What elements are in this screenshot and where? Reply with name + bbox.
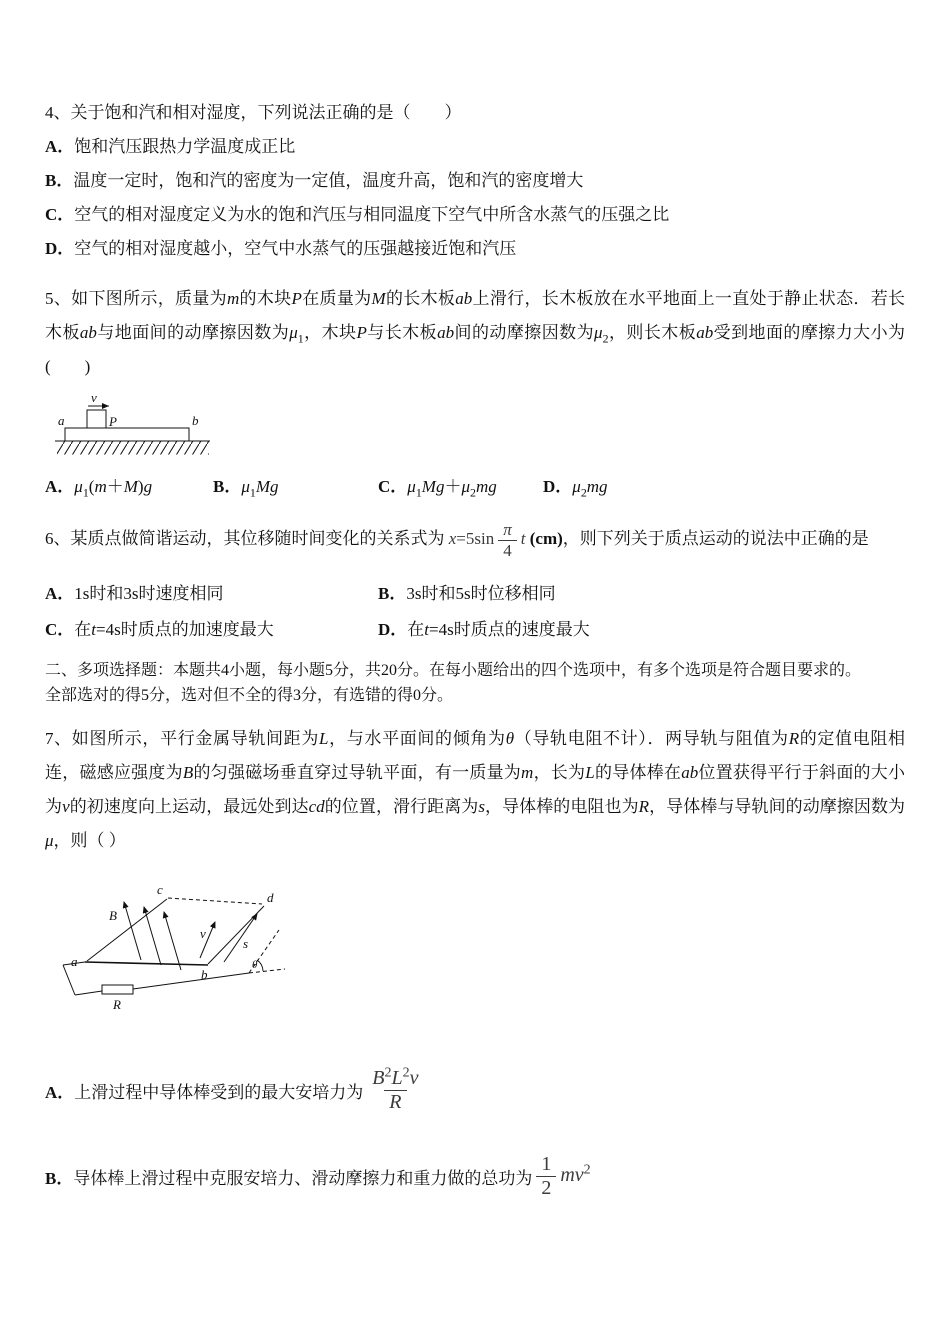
distance-s-arrow	[224, 914, 257, 962]
question-6-stem-unit: (cm)，则下列关于质点运动的说法中正确的是	[529, 528, 869, 548]
figure-label-theta: θ	[252, 959, 258, 972]
question-5-option-b: B．$\mu_1Mg$	[213, 477, 279, 500]
block-p	[87, 410, 106, 428]
question-5-option-d: D．$\mu_2mg$	[543, 477, 608, 500]
rod-cd	[168, 898, 262, 904]
question-6-stem	[45, 520, 905, 560]
section-2-header	[45, 658, 905, 708]
question-5-options	[45, 470, 905, 504]
fraction-one-half: $\frac{1}{2}$	[536, 1153, 556, 1200]
question-4-option-a: A．饱和汽压跟热力学温度成正比	[45, 137, 296, 156]
figure-label-b: b	[192, 413, 199, 428]
figure-label-c: c	[157, 882, 163, 898]
work-expression: $\frac{1}{2}$ $mv^2$	[532, 1153, 590, 1200]
question-7-option-a-text: A．上滑过程中导体棒受到的最大安培力为	[45, 1082, 364, 1102]
b-field-arrow	[164, 912, 181, 970]
question-6-stem-text: 6、某质点做简谐运动，其位移随时间变化的关系式为	[45, 528, 445, 548]
question-7-option-a	[45, 1060, 905, 1120]
rail-left	[87, 899, 167, 961]
figure-label-B: B	[109, 908, 117, 924]
rod-ab	[85, 962, 208, 965]
question-5-stem: 5、如下图所示，质量为m的木块P在质量为M的长木板ab上滑行，长木板放在水平地面上一直处于静止状态．若长木板ab与地面间的动摩擦因数为$\mu_1$，木块P与长木板ab间的动摩擦因数为$\mu_2$，则长木板ab受到地面的摩擦力大小为( )	[45, 289, 906, 376]
question-4-stem: 4、关于饱和汽和相对湿度，下列说法正确的是（ ）	[45, 103, 462, 122]
fraction-pi-over-4: $\frac{\pi}{4}$	[498, 520, 517, 560]
fraction-ampere-force: $\frac{B^2L^2v}{R}$	[372, 1064, 419, 1113]
wire	[75, 991, 102, 995]
rail-right	[208, 906, 264, 964]
question-4-option-c: C．空气的相对湿度定义为水的饱和汽压与相同温度下空气中所含水蒸气的压强之比	[45, 205, 670, 224]
incline-bottom-edge	[133, 973, 249, 989]
ground-hatching	[57, 442, 209, 455]
question-5-option-c: C．$\mu_1Mg+\mu_2mg$	[378, 477, 497, 500]
figure-label-a: a	[58, 413, 65, 428]
question-7	[45, 722, 905, 1206]
b-field-arrow	[144, 907, 161, 965]
figure-label-a: a	[71, 954, 78, 970]
figure-label-v: v	[91, 392, 97, 405]
theta-arc	[257, 960, 263, 971]
figure-label-p: P	[109, 414, 117, 429]
question-4-option-b: B．温度一定时，饱和汽的密度为一定值，温度升高，饱和汽的密度增大	[45, 171, 584, 190]
question-5-option-a: A．$\mu_1(m+M)g$	[45, 477, 153, 500]
question-6-option-d: D．在t=4s时质点的速度最大	[378, 620, 590, 640]
question-6-option-b: B．3s时和5s时位移相同	[378, 584, 556, 604]
question-7-option-b	[45, 1146, 905, 1206]
question-5	[45, 282, 905, 504]
incline-left-edge	[63, 965, 75, 995]
b-field-arrow	[124, 902, 141, 960]
question-6	[45, 520, 905, 648]
plank	[65, 428, 189, 441]
figure-label-b: b	[201, 967, 208, 983]
question-4-option-d: D．空气的相对湿度越小，空气中水蒸气的压强越接近饱和汽压	[45, 239, 517, 258]
question-7-stem: 7、如图所示，平行金属导轨间距为L，与水平面间的倾角为θ（导轨电阻不计）．两导轨与阻值为R的定值电阻相连，磁感应强度为B的匀强磁场垂直穿过导轨平面，有一质量为m，长为L的导体棒在ab位置获得平行于斜面的大小为v的初速度向上运动，最远处到达cd的位置，滑行距离为s，导体棒的电阻也为R，导体棒与导轨间的动摩擦因数为μ，则（ ）	[45, 729, 906, 851]
question-6-option-a: A．1s时和3s时速度相同	[45, 584, 224, 604]
figure-label-s: s	[243, 936, 249, 952]
section-2-line-2: 全部选对的得5分，选对但不全的得3分，有选错的得0分。	[45, 687, 454, 705]
shm-equation: x=5sin $\frac{\pi}{4}$ t	[448, 520, 526, 560]
question-7-option-b-text: B．导体棒上滑过程中克服安培力、滑动摩擦力和重力做的总功为	[45, 1168, 533, 1188]
section-2-line-1: 二、多项选择题：本题共4小题，每小题5分，共20分。在每小题给出的四个选项中，有多个选项是符合题目要求的。	[45, 662, 862, 680]
figure-block-on-plank	[55, 392, 215, 462]
resistor	[102, 985, 133, 994]
figure-label-d: d	[267, 890, 274, 906]
question-4	[45, 96, 905, 266]
figure-label-R: R	[113, 997, 121, 1013]
question-6-options	[45, 576, 905, 648]
question-6-option-c: C．在t=4s时质点的加速度最大	[45, 620, 274, 640]
figure-inclined-rails	[57, 872, 307, 1022]
figure-label-v: v	[200, 926, 206, 942]
